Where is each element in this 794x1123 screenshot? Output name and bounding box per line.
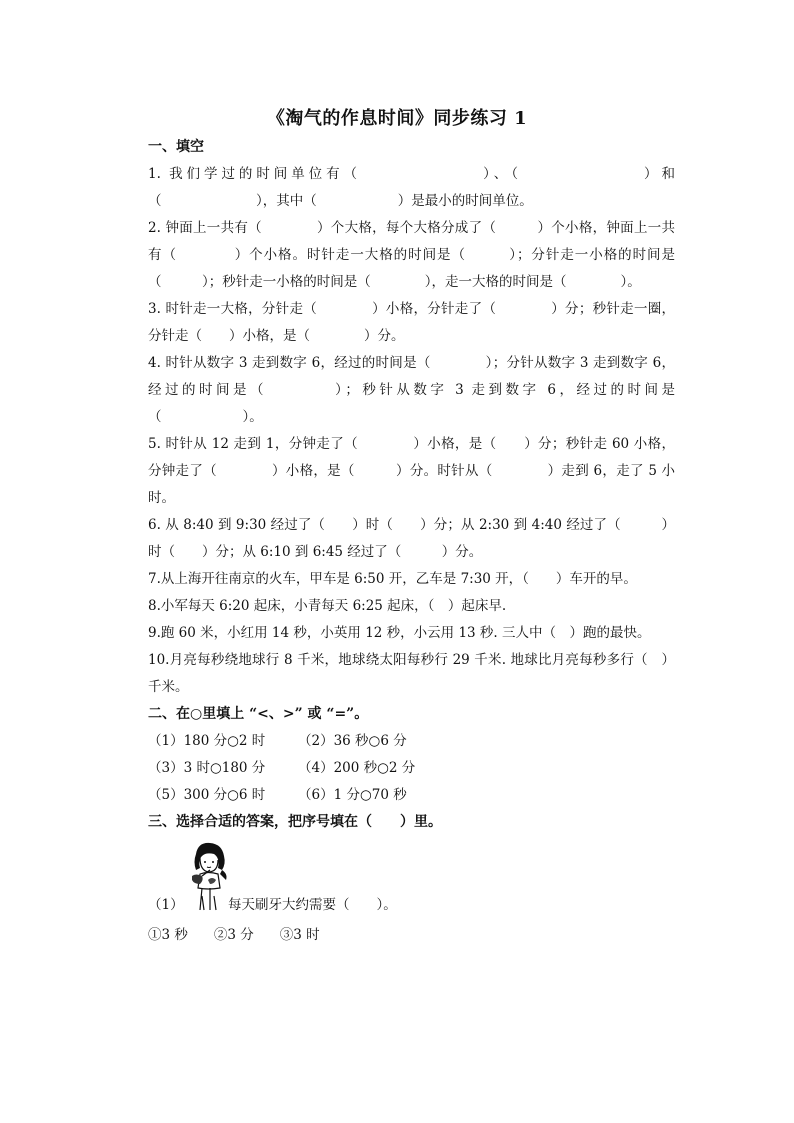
option-1: ①3 秒 [148,927,188,943]
section1-heading: 一、填空 [148,139,204,155]
compare-item: （4）200 秒○2 分 [298,760,416,776]
compare-item: （6）1 分○70 秒 [298,787,407,803]
question-label: （1） [148,897,184,913]
compare-item: （1）180 分○2 时 [148,733,266,749]
compare-item: （2）36 秒○6 分 [298,733,407,749]
choice-question-1 [148,836,675,922]
question-10: 10.月亮每秒绕地球行 8 千米，地球绕太阳每秒行 29 千米. 地球比月亮每秒多行（ ）千米。 [148,652,675,695]
option-3: ③3 时 [279,927,320,943]
compare-row [148,782,675,809]
question-stem: 每天刷牙大约需要（ ）。 [228,897,397,913]
question-9: 9.跑 60 米，小红用 14 秒，小英用 12 秒，小云用 13 秒. 三人中（ ）跑的最快。 [148,625,651,641]
option-2: ②3 分 [213,927,254,943]
choice-question-text [148,892,397,919]
question-5: 5. 时针从 12 走到 1，分钟走了（ ）小格，是（ ）分；秒针走 60 小格，分钟走了（ ）小格，是（ ）分。时针从（ ）走到 6，走了 5 小时。 [148,436,675,506]
question-6: 6. 从 8:40 到 9:30 经过了（ ）时（ ）分；从 2:30 到 4:40 经过了（ ）时（ ）分；从 6:10 到 6:45 经过了（ ）分。 [148,517,675,560]
question-8: 8.小军每天 6:20 起床，小青每天 6:25 起床，（ ）起床早. [148,598,507,614]
compare-item: （3）3 时○180 分 [148,760,266,776]
question-3: 3. 时针走一大格，分针走（ ）小格，分针走了（ ）分；秒针走一圈，分针走（ ）小格，是（ ）分。 [148,301,675,344]
answer-options [148,922,675,949]
compare-item: （5）300 分○6 时 [148,787,266,803]
question-1: 1. 我们学过的时间单位有（ ）、（ ）和（ ），其中（ ）是最小的时间单位。 [148,166,675,209]
compare-row [148,728,675,755]
compare-row [148,755,675,782]
section3-heading: 三、选择合适的答案，把序号填在（ ）里。 [148,814,442,830]
question-2: 2. 钟面上一共有（ ）个大格，每个大格分成了（ ）个小格，钟面上一共有（ ）个小格。时针走一大格的时间是（ ）；分针走一小格的时间是（ ）；秒针走一小格的时间是（ ），走一大格的时间是（ ）。 [148,220,675,290]
page-title: 《淘气的作息时间》同步练习 1 [266,108,528,129]
question-7: 7.从上海开往南京的火车，甲车是 6:50 开，乙车是 7:30 开，（ ）车开的早。 [148,571,637,587]
worksheet-content [148,134,675,949]
question-4: 4. 时针从数字 3 走到数字 6，经过的时间是（ ）；分针从数字 3 走到数字 6，经过的时间是（ ）；秒针从数字 3 走到数字 6，经过的时间是（ ）。 [148,355,675,425]
section2-heading: 二、在○里填上 “<、>” 或 “=”。 [148,706,369,722]
